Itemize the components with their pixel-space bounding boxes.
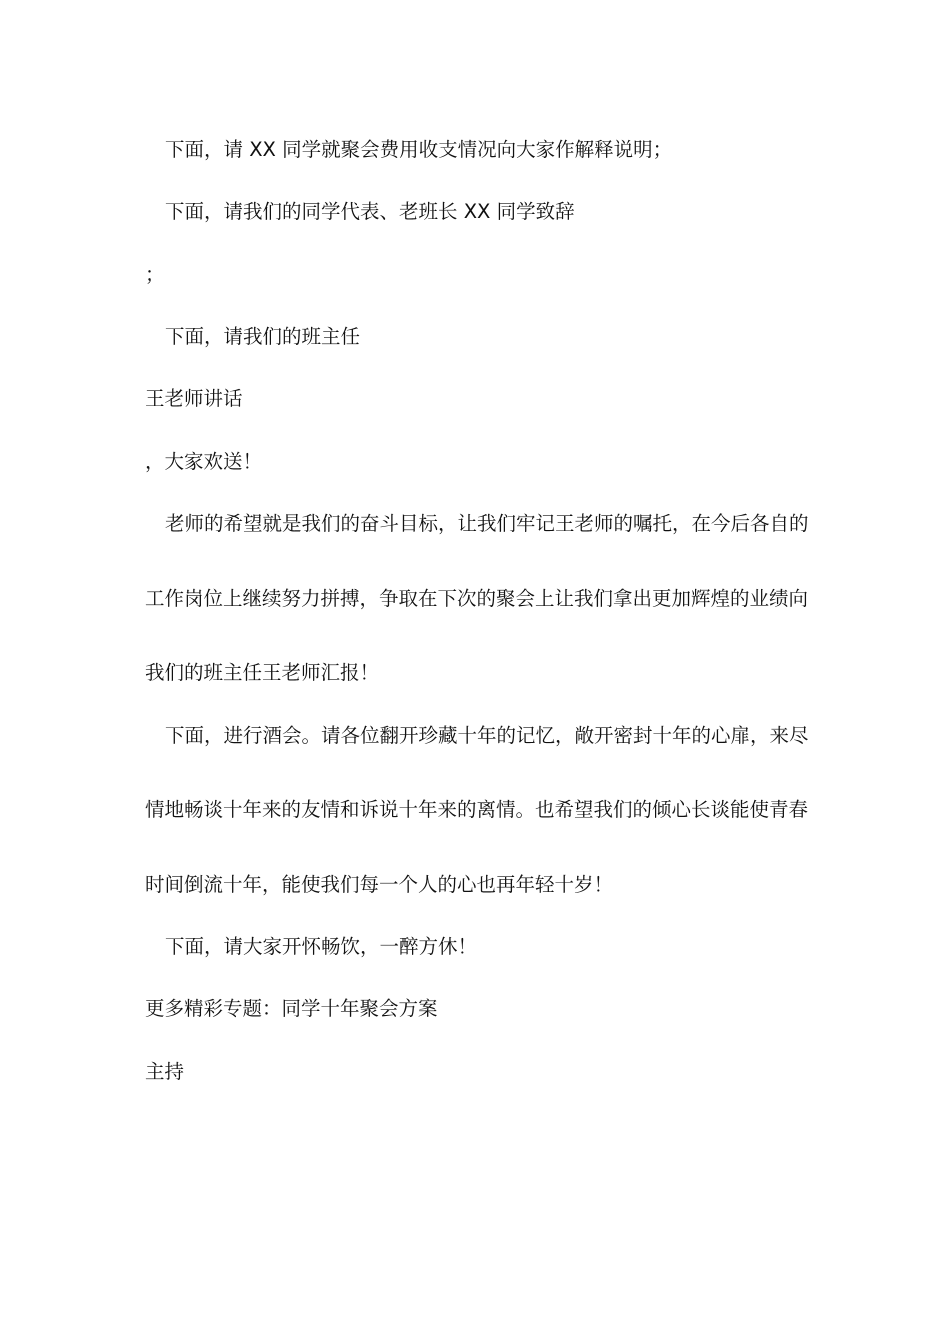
paragraph-line: 更多精彩专题：同学十年聚会方案 <box>145 997 438 1020</box>
paragraph-line: 时间倒流十年，能使我们每一个人的心也再年轻十岁！ <box>145 873 614 896</box>
paragraph-line: ； <box>145 263 165 286</box>
paragraph-line: 下面，请我们的同学代表、老班长 XX 同学致辞 <box>165 200 575 223</box>
paragraph-line: 老师的希望就是我们的奋斗目标，让我们牢记王老师的嘱托，在今后各自的 <box>165 512 809 535</box>
paragraph-line: 我们的班主任王老师汇报！ <box>145 661 380 684</box>
paragraph-line: 下面，进行酒会。请各位翻开珍藏十年的记忆，敞开密封十年的心扉，来尽 <box>165 724 809 747</box>
paragraph-line: ，大家欢送！ <box>145 450 263 473</box>
paragraph-line: 下面，请我们的班主任 <box>165 325 361 348</box>
paragraph-line: 工作岗位上继续努力拼搏，争取在下次的聚会上让我们拿出更加辉煌的业绩向 <box>145 587 809 610</box>
paragraph-line: 王老师讲话 <box>145 387 243 410</box>
paragraph-line: 下面，请大家开怀畅饮，一醉方休！ <box>165 935 478 958</box>
paragraph-line: 主持 <box>145 1060 185 1083</box>
paragraph-line: 下面，请 XX 同学就聚会费用收支情况向大家作解释说明； <box>165 138 673 161</box>
paragraph-line: 情地畅谈十年来的友情和诉说十年来的离情。也希望我们的倾心长谈能使青春 <box>145 798 809 821</box>
